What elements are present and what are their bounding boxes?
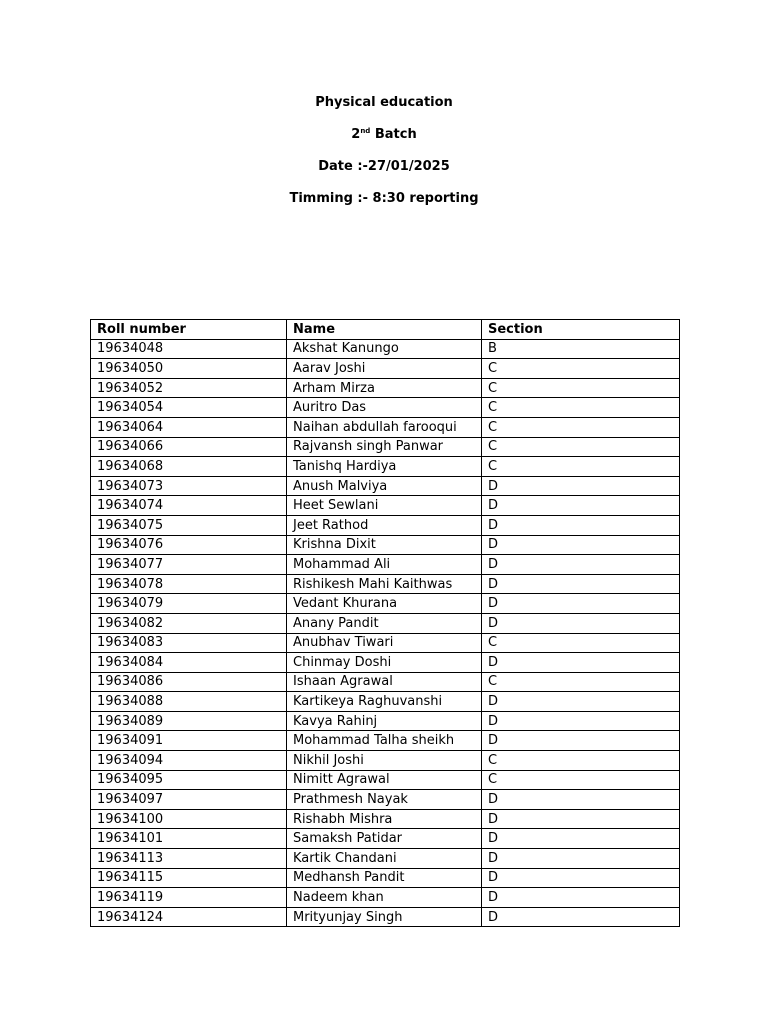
batch-label [0, 127, 768, 144]
table-row [91, 868, 680, 888]
name-cell: Nimitt Agrawal [287, 770, 482, 790]
table-row [91, 496, 680, 516]
roll-number-cell: 19634097 [91, 790, 287, 810]
roll-number-cell: 19634050 [91, 359, 287, 379]
section-cell: D [482, 555, 680, 575]
name-cell: Auritro Das [287, 398, 482, 418]
section-cell: D [482, 809, 680, 829]
table-row [91, 535, 680, 555]
section-cell: D [482, 574, 680, 594]
name-cell: Krishna Dixit [287, 535, 482, 555]
batch-word: Batch [370, 127, 417, 142]
batch-suffix: nd [360, 127, 371, 135]
roll-number-cell: 19634075 [91, 515, 287, 535]
section-cell: D [482, 829, 680, 849]
roll-number-cell: 19634079 [91, 594, 287, 614]
table-row [91, 770, 680, 790]
table-row [91, 594, 680, 614]
table-row [91, 849, 680, 869]
name-cell: Kartikeya Raghuvanshi [287, 692, 482, 712]
name-cell: Ishaan Agrawal [287, 672, 482, 692]
table-row [91, 829, 680, 849]
name-cell: Mrityunjay Singh [287, 907, 482, 927]
section-cell: B [482, 339, 680, 359]
roll-number-cell: 19634115 [91, 868, 287, 888]
roll-number-cell: 19634066 [91, 437, 287, 457]
section-cell: D [482, 888, 680, 908]
column-header-roll-number: Roll number [91, 320, 287, 340]
column-header-name: Name [287, 320, 482, 340]
table-row [91, 378, 680, 398]
student-table [90, 319, 680, 927]
roll-number-cell: 19634088 [91, 692, 287, 712]
roll-number-cell: 19634095 [91, 770, 287, 790]
section-cell: C [482, 770, 680, 790]
section-cell: D [482, 731, 680, 751]
name-cell: Kavya Rahinj [287, 711, 482, 731]
table-body [91, 339, 680, 927]
batch-number: 2 [351, 127, 361, 142]
roll-number-cell: 19634091 [91, 731, 287, 751]
table-row [91, 790, 680, 810]
section-cell: C [482, 398, 680, 418]
table-row [91, 574, 680, 594]
roll-number-cell: 19634113 [91, 849, 287, 869]
name-cell: Samaksh Patidar [287, 829, 482, 849]
section-cell: D [482, 535, 680, 555]
name-cell: Naihan abdullah farooqui [287, 417, 482, 437]
name-cell: Mohammad Talha sheikh [287, 731, 482, 751]
column-header-section: Section [482, 320, 680, 340]
table-row [91, 751, 680, 771]
name-cell: Mohammad Ali [287, 555, 482, 575]
roll-number-cell: 19634083 [91, 633, 287, 653]
table-row [91, 359, 680, 379]
table-row [91, 555, 680, 575]
table-row [91, 476, 680, 496]
name-cell: Rajvansh singh Panwar [287, 437, 482, 457]
roll-number-cell: 19634094 [91, 751, 287, 771]
section-cell: D [482, 476, 680, 496]
name-cell: Anush Malviya [287, 476, 482, 496]
section-cell: C [482, 417, 680, 437]
table-row [91, 888, 680, 908]
roll-number-cell: 19634089 [91, 711, 287, 731]
name-cell: Nadeem khan [287, 888, 482, 908]
table-row [91, 398, 680, 418]
roll-number-cell: 19634100 [91, 809, 287, 829]
roll-number-cell: 19634101 [91, 829, 287, 849]
roll-number-cell: 19634064 [91, 417, 287, 437]
table-row [91, 907, 680, 927]
name-cell: Heet Sewlani [287, 496, 482, 516]
roll-number-cell: 19634084 [91, 653, 287, 673]
table-row [91, 437, 680, 457]
roll-number-cell: 19634052 [91, 378, 287, 398]
name-cell: Vedant Khurana [287, 594, 482, 614]
name-cell: Anany Pandit [287, 613, 482, 633]
table-row [91, 515, 680, 535]
section-cell: D [482, 515, 680, 535]
table-row [91, 339, 680, 359]
document-title: Physical education [315, 95, 453, 110]
table-row [91, 809, 680, 829]
name-cell: Nikhil Joshi [287, 751, 482, 771]
table-row [91, 711, 680, 731]
name-cell: Tanishq Hardiya [287, 457, 482, 477]
roll-number-cell: 19634074 [91, 496, 287, 516]
name-cell: Medhansh Pandit [287, 868, 482, 888]
table-row [91, 653, 680, 673]
section-cell: D [482, 849, 680, 869]
timing-line: Timming :- 8:30 reporting [289, 191, 479, 206]
section-cell: D [482, 868, 680, 888]
section-cell: C [482, 672, 680, 692]
table-row [91, 457, 680, 477]
roll-number-cell: 19634078 [91, 574, 287, 594]
table-row [91, 633, 680, 653]
table-row [91, 692, 680, 712]
section-cell: D [482, 711, 680, 731]
section-cell: D [482, 613, 680, 633]
section-cell: D [482, 907, 680, 927]
roll-number-cell: 19634073 [91, 476, 287, 496]
name-cell: Aarav Joshi [287, 359, 482, 379]
table-header-row [91, 320, 680, 340]
section-cell: D [482, 594, 680, 614]
name-cell: Kartik Chandani [287, 849, 482, 869]
name-cell: Rishikesh Mahi Kaithwas [287, 574, 482, 594]
roll-number-cell: 19634068 [91, 457, 287, 477]
roll-number-cell: 19634077 [91, 555, 287, 575]
table-row [91, 672, 680, 692]
name-cell: Akshat Kanungo [287, 339, 482, 359]
section-cell: C [482, 751, 680, 771]
section-cell: C [482, 359, 680, 379]
name-cell: Rishabh Mishra [287, 809, 482, 829]
name-cell: Jeet Rathod [287, 515, 482, 535]
roll-number-cell: 19634054 [91, 398, 287, 418]
section-cell: C [482, 378, 680, 398]
name-cell: Prathmesh Nayak [287, 790, 482, 810]
table-row [91, 613, 680, 633]
name-cell: Arham Mirza [287, 378, 482, 398]
roll-number-cell: 19634076 [91, 535, 287, 555]
section-cell: C [482, 633, 680, 653]
section-cell: D [482, 790, 680, 810]
section-cell: C [482, 457, 680, 477]
table-row [91, 731, 680, 751]
roll-number-cell: 19634086 [91, 672, 287, 692]
roll-number-cell: 19634048 [91, 339, 287, 359]
section-cell: D [482, 653, 680, 673]
section-cell: C [482, 437, 680, 457]
section-cell: D [482, 496, 680, 516]
table-row [91, 417, 680, 437]
roll-number-cell: 19634119 [91, 888, 287, 908]
roll-number-cell: 19634124 [91, 907, 287, 927]
date-line: Date :-27/01/2025 [318, 159, 450, 174]
name-cell: Chinmay Doshi [287, 653, 482, 673]
roll-number-cell: 19634082 [91, 613, 287, 633]
section-cell: D [482, 692, 680, 712]
name-cell: Anubhav Tiwari [287, 633, 482, 653]
